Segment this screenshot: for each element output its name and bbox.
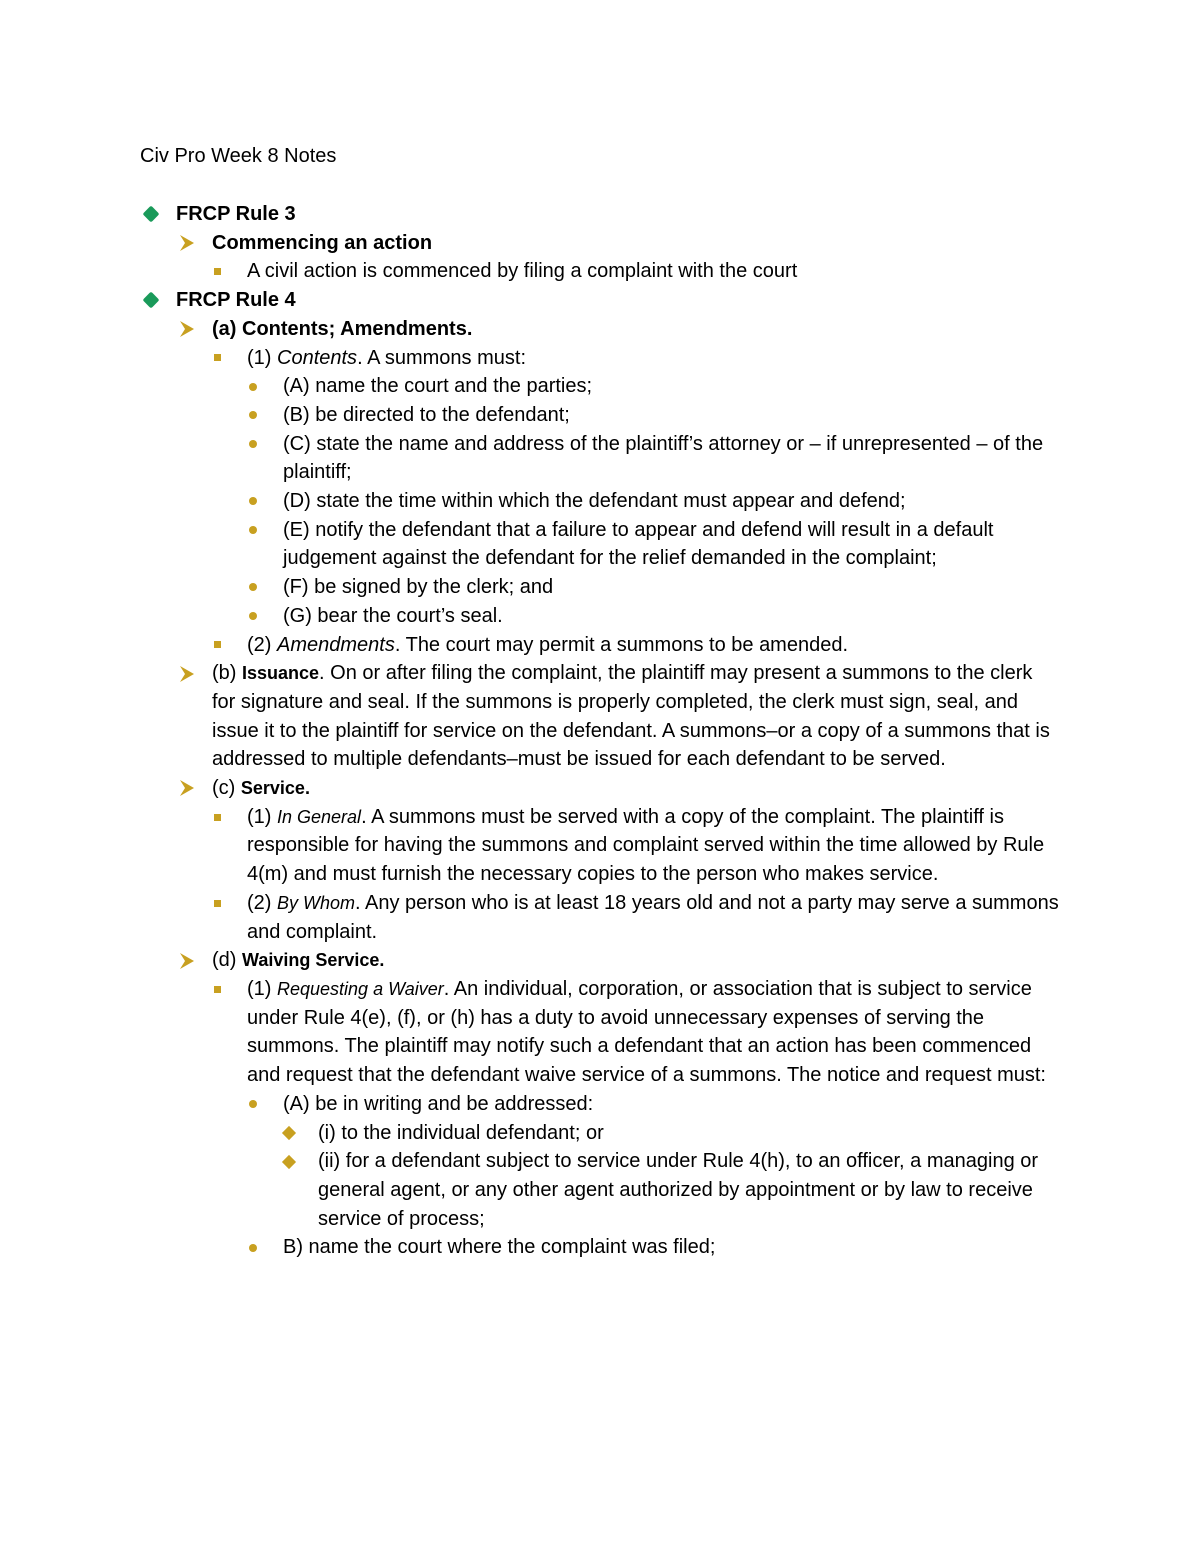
rule4-a-1-item: (G) bear the court’s seal. bbox=[0, 602, 1060, 631]
rule4-a-2: (2) Amendments. The court may permit a summons to be amended. bbox=[0, 631, 1060, 660]
dot-bullet-icon bbox=[246, 573, 260, 602]
rule4-a-1-item: (E) notify the defendant that a failure to appear and defend will result in a default judgement against the defendant for the relief demanded in the complaint; bbox=[0, 516, 1060, 573]
rule4-heading: FRCP Rule 4 bbox=[0, 286, 1060, 315]
rule4-d-1: (1) Requesting a Waiver. An individual, corporation, or association that is subject to service under Rule 4(e), (f), or (h) has a duty to avoid unnecessary expenses of serving the summons. The plaintiff may notify such a defendant that an action has been commenced and request that the defendant waive service of a summons. The notice and request must: bbox=[0, 975, 1060, 1090]
arrow-bullet-icon bbox=[176, 774, 198, 803]
dot-bullet-icon bbox=[246, 516, 260, 545]
rule4-a-1-item: (D) state the time within which the defendant must appear and defend; bbox=[0, 487, 1060, 516]
rule4-a-1-item: (F) be signed by the clerk; and bbox=[0, 573, 1060, 602]
square-bullet-icon bbox=[210, 975, 224, 1004]
rule4-d-1-A: (A) be in writing and be addressed: bbox=[0, 1090, 1060, 1119]
dot-bullet-icon bbox=[246, 1233, 260, 1262]
rule4-a-1-item: (C) state the name and address of the plaintiff’s attorney or – if unrepresented – of the plaintiff; bbox=[0, 430, 1060, 487]
green-diamond-bullet-icon bbox=[140, 286, 162, 315]
dot-bullet-icon bbox=[246, 430, 260, 459]
rule4-a-1-item: (B) be directed to the defendant; bbox=[0, 401, 1060, 430]
rule4-a-1-item: (A) name the court and the parties; bbox=[0, 372, 1060, 401]
green-diamond-bullet-icon bbox=[140, 200, 162, 229]
rule4-a-heading: (a) Contents; Amendments. bbox=[0, 315, 1060, 344]
square-bullet-icon bbox=[210, 257, 224, 286]
rule3-text: A civil action is commenced by filing a complaint with the court bbox=[0, 257, 1060, 286]
document-title: Civ Pro Week 8 Notes bbox=[140, 145, 337, 167]
dot-bullet-icon bbox=[246, 372, 260, 401]
dot-bullet-icon bbox=[246, 487, 260, 516]
rule4-d-1-B: B) name the court where the complaint was filed; bbox=[0, 1233, 1060, 1262]
dot-bullet-icon bbox=[246, 401, 260, 430]
rule4-d-1-A-item: (i) to the individual defendant; or bbox=[0, 1119, 1060, 1148]
rule4-d-1-A-item: (ii) for a defendant subject to service under Rule 4(h), to an officer, a managing or general agent, or any other agent authorized by appointment or by law to receive service of process; bbox=[0, 1147, 1060, 1233]
arrow-bullet-icon bbox=[176, 315, 198, 344]
square-bullet-icon bbox=[210, 803, 224, 832]
arrow-bullet-icon bbox=[176, 659, 198, 688]
gold-diamond-bullet-icon bbox=[281, 1119, 297, 1148]
arrow-bullet-icon bbox=[176, 946, 198, 975]
square-bullet-icon bbox=[210, 631, 224, 660]
arrow-bullet-icon bbox=[176, 229, 198, 258]
rule4-c-heading: (c) Service. bbox=[0, 774, 1060, 803]
square-bullet-icon bbox=[210, 344, 224, 373]
rule4-b: (b) Issuance. On or after filing the complaint, the plaintiff may present a summons to the clerk for signature and seal. If the summons is properly completed, the clerk must sign, seal, and issue it to the plaintiff for service on the defendant. A summons–or a copy of a summons that is addressed to multiple defendants–must be issued for each defendant to be served. bbox=[0, 659, 1060, 774]
gold-diamond-bullet-icon bbox=[281, 1147, 297, 1176]
rule4-c-1: (1) In General. A summons must be served with a copy of the complaint. The plaintiff is responsible for having the summons and complaint served within the time allowed by Rule 4(m) and must furnish the necessary copies to the person who makes service. bbox=[0, 803, 1060, 889]
dot-bullet-icon bbox=[246, 602, 260, 631]
dot-bullet-icon bbox=[246, 1090, 260, 1119]
rule4-d-heading: (d) Waiving Service. bbox=[0, 946, 1060, 975]
square-bullet-icon bbox=[210, 889, 224, 918]
rule3-subheading: Commencing an action bbox=[0, 229, 1060, 258]
rule3-heading: FRCP Rule 3 bbox=[0, 200, 1060, 229]
rule4-a-1: (1) Contents. A summons must: bbox=[0, 344, 1060, 373]
rule4-c-2: (2) By Whom. Any person who is at least 18 years old and not a party may serve a summons and complaint. bbox=[0, 889, 1060, 946]
notes-outline bbox=[0, 200, 1200, 1262]
